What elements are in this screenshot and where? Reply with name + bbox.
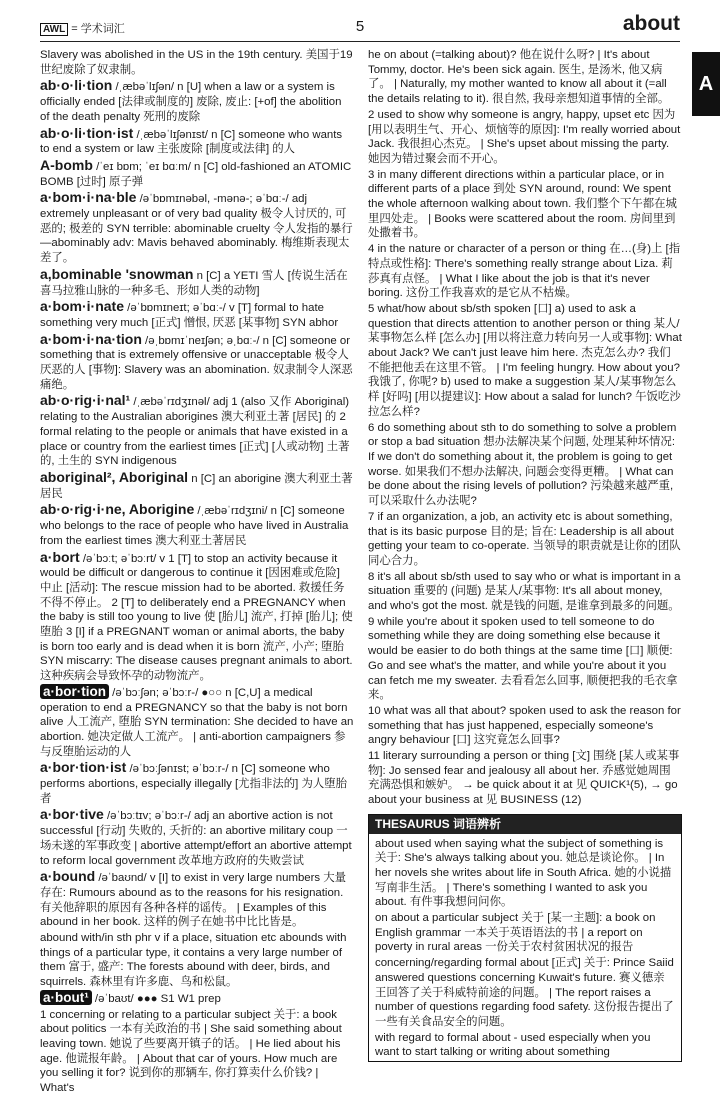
entry-text	[40, 931, 354, 990]
definition-text: /əˈbɔːʃənɪst; əˈbɔːr-/ n [C] someone who performs abortions, especially illegally [尤指非法的] 为人堕胎者	[40, 763, 348, 805]
definition-text: 2 used to show why someone is angry, happy, upset etc 因为 [用以表明生气、开心、烦恼等的原因]: I'm really worried about Jack. 我很担心杰克。 | She's upset about missing the party. 她因为错过聚会而不开心。	[368, 108, 681, 165]
entry-text	[368, 108, 682, 167]
headword: a·bor·tion·ist	[40, 759, 127, 776]
entry-text	[368, 704, 682, 748]
definition-text: /ˈeɪ bɒm; ˈeɪ bɑːm/ n [C] old-fashioned an ATOMIC BOMB [过时] 原子弹	[40, 160, 352, 188]
dictionary-entry	[40, 190, 354, 266]
definition-text: /ˌæbəˈlɪʃənɪst/ n [C] someone who wants to end a system or law 主张废除 [制度或法律] 的人	[40, 128, 343, 156]
definition-text: 9 while you're about it spoken used to tell someone to do something while they are doing something else because it would be easier to do both things at the same time [口] 顺便: Go and see what's the matter, and while you're about it you can fetch me my sweater. 去看看怎么回事, 顺便把我的毛衣拿来。	[368, 615, 678, 702]
headword: a·bom·i·na·tion	[40, 330, 142, 347]
left-column	[40, 48, 354, 1097]
definition-text: 8 it's all about sb/sth used to say who or what is important in a situation 重要的 (问题) 是某人/某事物: It's all about money, and who's got the most. 就是钱的问题, 是谁拿到最多的问题。	[368, 570, 681, 613]
headword: ab·o·rig·i·nal¹	[40, 392, 131, 409]
definition-text: he on about (=talking about)? 他在说什么呀? | It's about Tommy, doctor. He's been sick again. 医生, 是汤米, 他又病了。 | Naturally, my mother wanted to know all about it (=all the details relating to it). 很自然, 我母亲想知道事情的全部。	[368, 49, 670, 106]
headword: a·bort	[40, 548, 80, 565]
definition-text: 1 concerning or relating to a particular subject 关于: a book about politics 一本有关政治的书 | She said something about leaving town. 她说了些要离开镇子的话。 | He lied about his age. 他谎报年龄。 | About that car of yours. How much are you selling it for? 说到你的那辆车, 你打算卖什么价钱? | What's	[40, 1008, 342, 1095]
definition-text: n [C] a YETI 雪人 [传说生活在喜马拉雅山脉的一种多毛、形如人类的动物]	[40, 269, 348, 297]
definition-text: /əˈbɒmɪnəbəl, -mənə-; əˈbɑː-/ adj extremely unpleasant or of very bad quality 极令人讨厌的, 可恶的; 极差的 SYN terrible: abominable cruelty 令人发指的暴行 —abominably adv: Mavis behaved abominably. 梅维斯表现太差了。	[40, 193, 353, 265]
definition-text: /əˈbɔːt; əˈbɔːrt/ v 1 [T] to stop an activity because it would be difficult or dangerous to continue it [因困难或危险] 中止 [活动]: The rescue mission had to be aborted. 救援任务不得不停止。 2 [T] to deliberately end a PREGNANCY when the baby is still too young to live 使 [胎儿] 流产, 打掉 [胎儿]; 使堕胎 3 [I] if a PREGNANT woman or animal aborts, the baby is born too early and is dead when it is born 流产, 小产; 堕胎 SYN miscarry: The disease causes pregnant animals to abort. 这种疾病会导致怀孕的动物流产。	[40, 552, 353, 683]
definition-text: /ˌæbəˈlɪʃən/ n [U] when a law or a system is officially ended [法律或制度的] 废除, 废止: [+of] the abolition of the death penalty 死刑的废除	[40, 81, 342, 123]
entry-text	[40, 1008, 354, 1096]
thesaurus-paragraph: about used when saying what the subject of something is 关于: She's always talking about you. 她总是谈论你。 | In her novels she writes about life in South Africa. 她的小说描写南非生活。 | There's something I wanted to ask you about. 有件事我想问问你。	[375, 837, 672, 909]
thesaurus-paragraph: with regard to formal about - used especially when you want to start talking or writing about something	[375, 1031, 651, 1059]
thesaurus-body	[369, 834, 681, 1061]
dictionary-entry	[40, 550, 354, 684]
definition-text: /ˌæbəˈrɪdʒɪni/ n [C] someone who belongs to the race of people who have lived in Australia from the earliest times 澳大利亚土著居民	[40, 505, 349, 547]
entry-text	[368, 168, 682, 242]
awl-key	[40, 20, 125, 36]
definition-text: 3 in many different directions within a particular place, or in different parts of a place 到处 SYN around, round: We spent the whole afternoon walking about town. 我们整个下午都在城里四处走。 | Books were scattered about the room. 房间里到处撒着书。	[368, 168, 677, 240]
right-column	[368, 48, 682, 1062]
entry-text	[40, 48, 354, 77]
definition-text: n [C] an aborigine 澳大利亚土著居民	[40, 472, 353, 500]
guide-word: about	[622, 12, 680, 35]
definition-text: 10 what was all that about? spoken used to ask the reason for something that has just happened, especially someone's angry behaviour [口] 这究竟怎么回事?	[368, 704, 681, 747]
page-number: 5	[355, 18, 365, 35]
dictionary-entry	[40, 332, 354, 393]
entry-text	[368, 615, 682, 703]
definition-text: 7 if an organization, a job, an activity etc is about something, that is its basic purpose 目的是; 旨在: Leadership is all about getting your team to co-operate. 当领导的职责就是让你的团队同心合力。	[368, 510, 681, 567]
dictionary-entry	[40, 470, 354, 501]
dictionary-entry	[40, 685, 354, 760]
definition-text: /əˌbɒmɪˈneɪʃən; əˌbɑː-/ n [C] someone or something that is extremely offensive or unacceptable 极令人厌恶的人 [事物]: Slavery was an abomination. 奴隶制令人深恶痛绝。	[40, 334, 353, 391]
headword: a,bominable 'snowman	[40, 265, 194, 282]
dictionary-entry	[40, 299, 354, 330]
headword: a·bom·i·na·ble	[40, 189, 137, 206]
definition-text: /əˈbɒmɪneɪt; əˈbɑː-/ v [T] formal to hate something very much [正式] 憎恨, 厌恶 [某事物] SYN abhor	[40, 302, 339, 329]
headword: a·bom·i·nate	[40, 298, 124, 315]
header-rule	[40, 41, 680, 42]
page-header	[40, 14, 680, 40]
dictionary-entry	[40, 869, 354, 930]
headword: aboriginal², Aboriginal	[40, 468, 189, 485]
definition-text: 5 what/how about sb/sth spoken [口] a) used to ask a question that directs attention to another person or thing 某人/某事物怎么样 [怎么办] [用以将注意力转向另一人或事物]: What about Jack? We can't just leave him here. 杰克怎么办? 我们不能把他丢在这里不管。 | I'm feeling hungry. How about you? 我饿了, 你呢? b) used to make a suggestion 某人/某事物怎么样 [好吗] [用以提建议]: How about a salad for lunch? 午饭吃沙拉怎么样?	[368, 302, 682, 418]
entry-text	[368, 510, 682, 569]
headword: ab·o·li·tion·ist	[40, 124, 134, 141]
headword: a·bout¹	[40, 990, 92, 1005]
entry-text	[368, 421, 682, 509]
definition-text: /əˈbaʊnd/ v [I] to exist in very large numbers 大量存在: Rumours abound as to the reasons for his resignation. 有关他辞职的原因有各种各样的谣传。 | Examples of this abound in her book. 这样的例子在她书中比比皆是。	[40, 872, 347, 929]
definition-text: Slavery was abolished in the US in the 19th century. 美国于19世纪废除了奴隶制。	[40, 49, 353, 76]
awl-label: = 学术词汇	[71, 23, 125, 35]
definition-text: /əˈbɔːtɪv; əˈbɔːr-/ adj an abortive action is not successful [行动] 失败的, 夭折的: an abortive military coup 一场未遂的军事政变 | abortive attempt/effort an abortive attempt to reform local government 改革地方政府的失败尝试	[40, 810, 352, 867]
definition-text: 4 in the nature or character of a person or thing 在…(身)上 [指特点或性格]: There's something really strange about Liza. 莉莎真有点怪。 | What I like about the job is that it's never boring. 这份工作我喜欢的是它从不枯燥。	[368, 243, 681, 300]
thumb-index-tab: A	[692, 52, 720, 116]
definition-text: /əˈbaʊt/ ●●● S1 W1 prep	[94, 992, 221, 1005]
thesaurus-paragraph: concerning/regarding formal about [正式] 关于: Prince Saiid answered questions concerning Kuwait's future. 赛义德亲王回答了关于科威特前途的问题。 | The report raises a number of questions regarding food safety. 这份报告提出了一些有关食品安全的问题。	[375, 957, 674, 1028]
awl-badge: AWL	[40, 23, 68, 36]
headword: a·bound	[40, 868, 96, 885]
headword: a·bor·tive	[40, 806, 104, 823]
definition-text: abound with/in sth phr v if a place, situation etc abounds with things of a particular type, it contains a very large number of them 富于, 盛产: The forests abound with deer, birds, and squirrels. 森林里有许多鹿、鸟和松鼠。	[40, 932, 347, 989]
definition-text: /ˌæbəˈrɪdʒɪnəl/ adj 1 (also 又作 Aboriginal) relating to the Australian aborigines 澳大利亚土著 [居民] 的 2 formal relating to the people or animals that have existed in a place or country from the earliest times [正式] [人或动物] 土著的, 土生的 SYN indigenous	[40, 396, 350, 468]
headword: A-bomb	[40, 156, 93, 173]
entry-text	[368, 242, 682, 301]
dictionary-entry	[40, 126, 354, 157]
entry-text	[368, 48, 682, 107]
definition-text: 11 literary surrounding a person or thing [文] 围绕 [某人或某事物]: Jo sensed fear and jealousy all about her. 乔感觉她周围充满恐惧和嫉妒。 → be quick about it at 见 QUICK¹(5), → go about your business at 见 BUSINESS (12)	[368, 750, 680, 807]
dictionary-entry	[40, 158, 354, 189]
dictionary-entry	[40, 267, 354, 298]
headword: ab·o·rig·i·ne, Aborigine	[40, 501, 195, 518]
headword: ab·o·li·tion	[40, 77, 113, 94]
dictionary-entry	[40, 760, 354, 806]
entry-text	[368, 570, 682, 614]
thesaurus-paragraph: on about a particular subject 关于 [某一主题]: a book on English grammar 一本关于英语语法的书 | a report on poverty in rural areas 一份关于农村贫困状况的报告	[375, 912, 656, 954]
thesaurus-box	[368, 814, 682, 1062]
dictionary-entry	[40, 78, 354, 124]
dictionary-entry	[40, 991, 354, 1007]
dictionary-entry	[40, 393, 354, 469]
dictionary-entry	[40, 502, 354, 548]
entry-text	[368, 749, 682, 808]
definition-text: /əˈbɔːʃən; əˈbɔːr-/ ●○○ n [C,U] a medical operation to end a PREGNANCY so that the baby is not born alive 人工流产, 堕胎 SYN termination: She decided to have an abortion. 她决定做人工流产。 | anti-abortion campaigners 参与反堕胎运动的人	[40, 686, 354, 758]
entry-text	[368, 302, 682, 420]
headword: a·bor·tion	[40, 684, 109, 699]
definition-text: 6 do something about sth to do something to solve a problem or stop a bad situation 想办法解决某个问题, 处理某种坏情况: If we don't do something about it, the problem is going to get worse. 如果我们不想办法解决, 问题会变得更糟。 | What can be done about the rising levels of pollution? 污染越来越严重, 可以采取什么办法呢?	[368, 421, 677, 508]
thesaurus-title: THESAURUS 词语辨析	[369, 815, 681, 834]
dictionary-entry	[40, 807, 354, 868]
